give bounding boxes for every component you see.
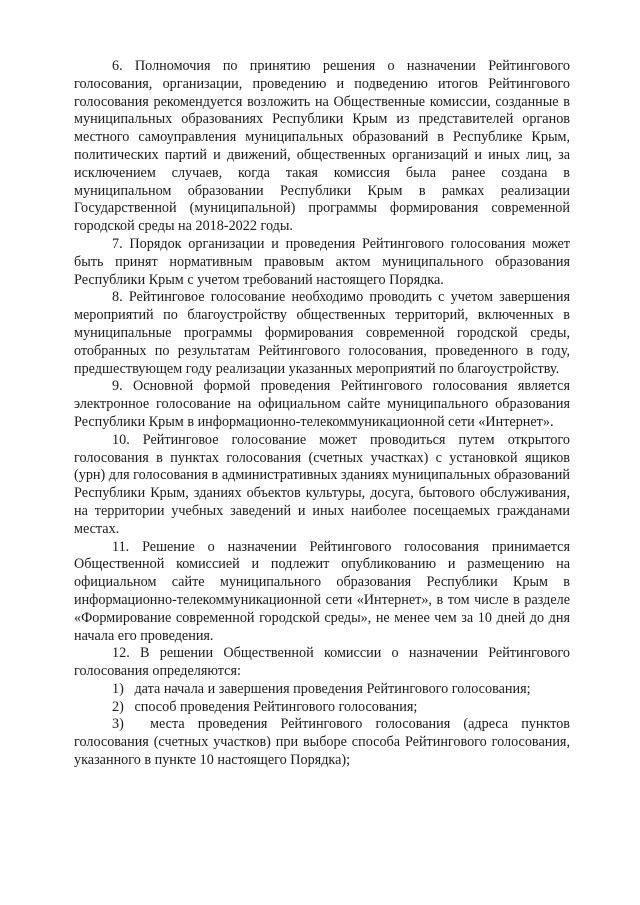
list-item-number: 3) bbox=[112, 716, 124, 733]
paragraph-6: 6. Полномочия по принятию решения о назначении Рейтингового голосования, организации, проведению и подведению итогов Рейтингового голосования рекомендуется возложить на Общественные комиссии, созданные в муниципальных образованиях Республики Крым из представителей органов местного самоуправления муниципальных образований в Республике Крым, политических партий и движений, общественных организаций и иных лиц, за исключением случаев, когда такая комиссия была ранее создана в муниципальном образовании Республики Крым в рамках реализации Государственной (муниципальной) программы формирования современной городской среды на 2018-2022 годы. bbox=[74, 58, 570, 235]
list-item-text: способ проведения Рейтингового голосования; bbox=[134, 698, 418, 715]
paragraph-11: 11. Решение о назначении Рейтингового голосования принимается Общественной комиссией и подлежит опубликованию и размещению на официальном сайте муниципального образования Республики Крым в информационно-телекоммуникационной сети «Интернет», в том числе в разделе «Формирование современной городской среды», не менее чем за 10 дней до дня начала его проведения. bbox=[74, 538, 570, 644]
paragraph-7: 7. Порядок организации и проведения Рейтингового голосования может быть принят нормативным правовым актом муниципального образования Республики Крым с учетом требований настоящего Порядка. bbox=[74, 235, 570, 288]
paragraph-10: 10. Рейтинговое голосование может проводиться путем открытого голосования в пунктах голосования (счетных участках) с установкой ящиков (урн) для голосования в административных зданиях муниципальных образований Республики Крым, зданиях объектов культуры, досуга, бытового обслуживания, на территории учебных заведений и иных наиболее посещаемых гражданами местах. bbox=[74, 431, 570, 537]
paragraph-12: 12. В решении Общественной комиссии о назначении Рейтингового голосования определяются: bbox=[74, 645, 570, 680]
document-body bbox=[74, 58, 570, 770]
list-item-1 bbox=[74, 681, 570, 699]
paragraph-9: 9. Основной формой проведения Рейтингового голосования является электронное голосование на официальном сайте муниципального образования Республики Крым в информационно-телекоммуникационной сети «Интернет». bbox=[74, 378, 570, 430]
list-item-number: 1) bbox=[112, 680, 124, 697]
paragraph-8: 8. Рейтинговое голосование необходимо проводить с учетом завершения мероприятий по благоустройству общественных территорий, включенных в муниципальные программы формирования современной городской среды, отобранных по результатам Рейтингового голосования, проведенного в году, предшествующем году реализации указанных мероприятий по благоустройству. bbox=[74, 289, 570, 377]
list-item-number: 2) bbox=[112, 698, 124, 715]
list-item-text: места проведения Рейтингового голосования (адреса пунктов голосования (счетных участков) при выборе способа Рейтингового голосования, указанного в пункте 10 настоящего Порядка); bbox=[74, 716, 570, 769]
list-item-3 bbox=[74, 716, 570, 769]
list-item-2 bbox=[74, 699, 570, 717]
list-item-text: дата начала и завершения проведения Рейтингового голосования; bbox=[134, 680, 531, 697]
